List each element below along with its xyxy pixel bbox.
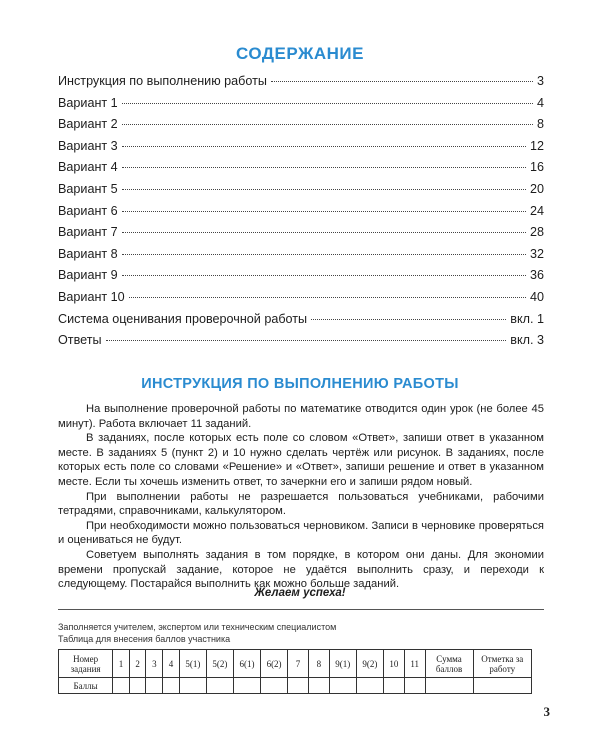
- toc-item-label: Вариант 6: [58, 203, 118, 218]
- points-cell[interactable]: [179, 678, 206, 694]
- toc-item: [58, 139, 544, 161]
- score-table-points-row: [59, 678, 532, 694]
- toc-item-label: Ответы: [58, 333, 102, 348]
- toc-item-page: 36: [529, 268, 544, 283]
- toc-leader: [122, 103, 533, 104]
- instructions-body: [58, 402, 544, 592]
- sum-header: Сумма баллов: [425, 650, 473, 678]
- toc-leader: [122, 124, 533, 125]
- toc-leader: [106, 340, 507, 341]
- toc-item-label: Инструкция по выполнению работы: [58, 74, 267, 88]
- points-cell[interactable]: [261, 678, 288, 694]
- points-cell[interactable]: [329, 678, 356, 694]
- task-number-cell: 8: [308, 650, 329, 678]
- instructions-paragraph: Советуем выполнять задания в том порядке, в котором они даны. Для экономии времени пропускай задание, которое не удаётся выполнить сразу, и переходи к следующему. Постарайся выполнить как можно больше заданий.: [58, 548, 544, 591]
- toc-item-label: Вариант 10: [58, 289, 125, 304]
- toc-item: [58, 160, 544, 182]
- instructions-paragraph: При выполнении работы не разрешается пользоваться учебниками, рабочими тетрадями, справочниками, калькулятором.: [58, 490, 544, 518]
- score-table-note: [58, 621, 336, 645]
- points-cell[interactable]: [356, 678, 383, 694]
- task-number-cell: 4: [163, 650, 180, 678]
- toc-leader: [122, 146, 526, 147]
- toc-leader: [129, 297, 526, 298]
- task-number-cell: 5(1): [179, 650, 206, 678]
- points-cell[interactable]: [129, 678, 146, 694]
- toc-title: СОДЕРЖАНИЕ: [236, 44, 364, 63]
- toc-leader: [122, 189, 526, 190]
- mark-header: Отметка за работу: [473, 650, 532, 678]
- toc-item-label: Система оценивания проверочной работы: [58, 311, 308, 326]
- instructions-paragraph: При необходимости можно пользоваться черновиком. Записи в черновике проверяться и оцениваться не будут.: [58, 519, 544, 547]
- toc-item-label: Вариант 9: [58, 268, 118, 283]
- task-number-cell: 10: [383, 650, 404, 678]
- toc-item-label: Вариант 8: [58, 246, 118, 261]
- toc-item-page: 12: [529, 138, 544, 153]
- toc-item-page: 32: [529, 246, 544, 261]
- mark-cell[interactable]: [473, 678, 532, 694]
- score-table: [58, 649, 532, 694]
- toc-item-page: 40: [529, 289, 544, 304]
- toc-item-label: Вариант 3: [58, 138, 118, 153]
- task-number-cell: 1: [113, 650, 130, 678]
- toc-item: [58, 96, 544, 118]
- toc-item-label: Вариант 5: [58, 181, 118, 196]
- toc-item-page: 8: [536, 117, 544, 132]
- points-cell[interactable]: [308, 678, 329, 694]
- task-number-header: Номер задания: [59, 650, 113, 678]
- points-cell[interactable]: [146, 678, 163, 694]
- toc-item: [58, 290, 544, 312]
- task-number-cell: 5(2): [206, 650, 233, 678]
- points-cell[interactable]: [206, 678, 233, 694]
- toc-leader: [122, 275, 526, 276]
- points-cell[interactable]: [404, 678, 425, 694]
- toc-item-page: 28: [529, 225, 544, 240]
- toc-leader: [122, 167, 526, 168]
- points-cell[interactable]: [383, 678, 404, 694]
- toc-item-page: 20: [529, 181, 544, 196]
- points-cell[interactable]: [113, 678, 130, 694]
- toc-leader: [271, 81, 533, 82]
- toc-item: [58, 268, 544, 290]
- task-number-cell: 9(2): [356, 650, 383, 678]
- toc-item: [58, 117, 544, 139]
- toc-item-label: Вариант 4: [58, 160, 118, 175]
- points-cell[interactable]: [233, 678, 260, 694]
- task-number-cell: 6(2): [261, 650, 288, 678]
- points-cell[interactable]: [288, 678, 309, 694]
- toc-leader: [122, 232, 526, 233]
- page-number: 3: [543, 704, 550, 719]
- toc-item-label: Вариант 1: [58, 95, 118, 110]
- task-number-cell: 9(1): [329, 650, 356, 678]
- toc-item-label: Вариант 2: [58, 117, 118, 132]
- score-table-note-line: Таблица для внесения баллов участника: [58, 634, 231, 644]
- toc-item: [58, 247, 544, 269]
- instructions-paragraph: В заданиях, после которых есть поле со словом «Ответ», запиши ответ в указанном месте. В заданиях 5 (пункт 2) и 10 нужно сделать чертёж или рисунок. В заданиях, после которых есть поле со словами «Решение» и «Ответ», запиши решение и ответ в указанном месте. Если ты хочешь изменить ответ, то зачеркни его и запиши рядом новый.: [58, 432, 544, 488]
- toc-item: [58, 333, 544, 355]
- toc-item: [58, 182, 544, 204]
- toc-item-page: вкл. 3: [510, 333, 544, 348]
- points-label: Баллы: [59, 678, 113, 694]
- toc-item: [58, 74, 544, 96]
- task-number-cell: 11: [404, 650, 425, 678]
- divider: [58, 609, 544, 610]
- task-number-cell: 7: [288, 650, 309, 678]
- task-number-cell: 2: [129, 650, 146, 678]
- toc-leader: [311, 319, 506, 320]
- task-number-cell: 3: [146, 650, 163, 678]
- instructions-title: ИНСТРУКЦИЯ ПО ВЫПОЛНЕНИЮ РАБОТЫ: [141, 376, 459, 392]
- toc-item-page: 16: [529, 160, 544, 175]
- score-table-note-line: Заполняется учителем, экспертом или техническим специалистом: [58, 622, 337, 632]
- good-luck-wish: Желаем успеха!: [254, 587, 346, 599]
- toc-item-page: 24: [529, 203, 544, 218]
- score-table-header-row: [59, 650, 532, 678]
- instructions-paragraph: На выполнение проверочной работы по математике отводится один урок (не более 45 минут). Работа включает 11 заданий.: [58, 403, 544, 430]
- sum-cell[interactable]: [425, 678, 473, 694]
- toc-leader: [122, 254, 526, 255]
- toc-item-page: 3: [536, 74, 544, 88]
- toc-item: [58, 312, 544, 334]
- table-of-contents: [58, 74, 544, 355]
- toc-leader: [122, 211, 526, 212]
- toc-item-label: Вариант 7: [58, 225, 118, 240]
- toc-item-page: 4: [536, 95, 544, 110]
- points-cell[interactable]: [163, 678, 180, 694]
- toc-item-page: вкл. 1: [510, 311, 544, 326]
- toc-item: [58, 225, 544, 247]
- task-number-cell: 6(1): [233, 650, 260, 678]
- toc-item: [58, 204, 544, 226]
